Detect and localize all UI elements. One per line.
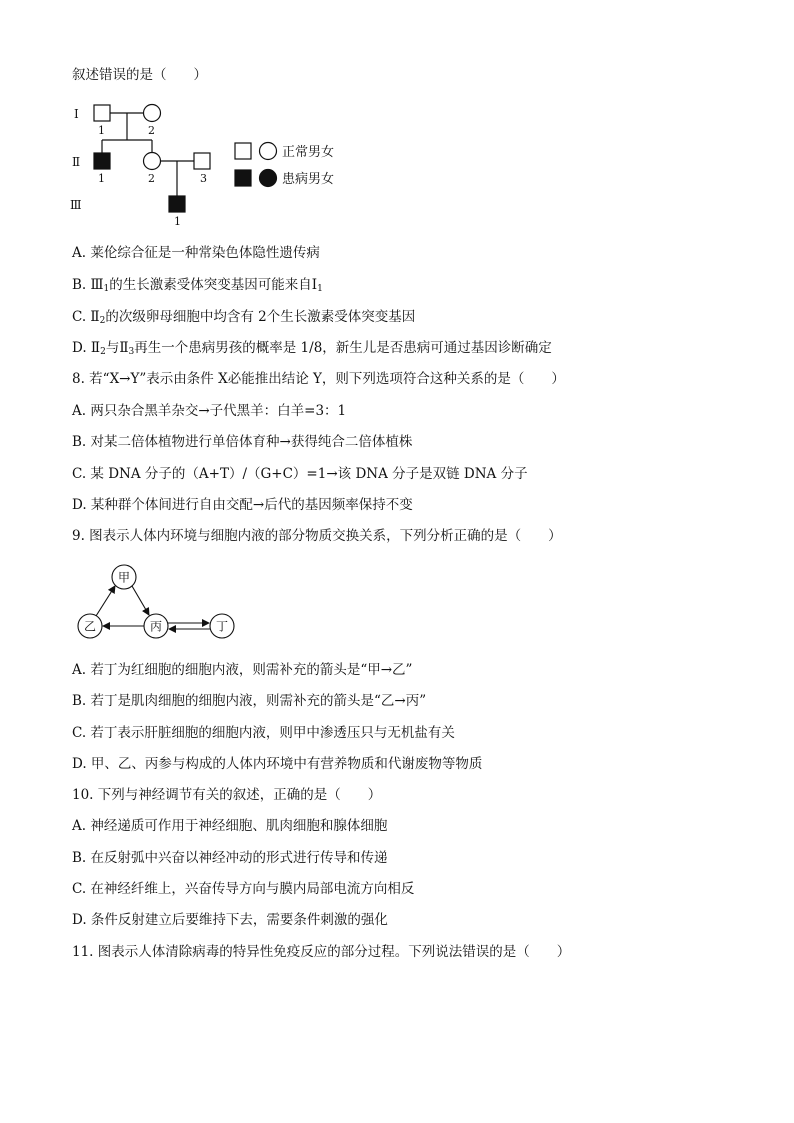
arrow-jia-to-bing [132, 586, 149, 615]
pedigree-II1-affected-male [94, 153, 110, 169]
pedigree-II2-normal-female [144, 153, 161, 170]
node-yi-label: 乙 [83, 619, 97, 634]
question-stem-intro: 叙述错误的是（ ） [72, 67, 207, 83]
arrow-yi-to-jia [96, 586, 115, 616]
q8-option-c: C. 某 DNA 分子的（A+T）/（G+C）=1→该 DNA 分子是双链 DNA 分子 [72, 466, 528, 482]
q8-option-a: A. 两只杂合黑羊杂交→子代黑羊：白羊=3：1 [72, 403, 347, 419]
label-I1: 1 [98, 124, 105, 137]
q9-option-b: B. 若丁是肌肉细胞的细胞内液，则需补充的箭头是“乙→丙” [72, 693, 427, 709]
generation-label-III: Ⅲ [70, 198, 82, 212]
generation-label-I: Ⅰ [74, 107, 79, 121]
node-bing-label: 丙 [149, 619, 163, 634]
node-jia-label: 甲 [117, 570, 131, 585]
q10-option-c: C. 在神经纤维上，兴奋传导方向与膜内局部电流方向相反 [72, 881, 415, 897]
q7-option-d: D. $Ⅱ_2$与$Ⅱ_3$再生一个患病男孩的概率是 1/8，新生儿是否患病可通过基因诊断确定 [72, 340, 552, 357]
q10-option-d: D. 条件反射建立后要维持下去，需要条件刺激的强化 [72, 912, 388, 928]
pedigree-chart [68, 96, 368, 230]
pedigree-I1-normal-male [94, 105, 110, 121]
fluid-exchange-diagram [70, 560, 250, 648]
legend-normal-label: 正常男女 [282, 145, 335, 160]
pedigree-I2-normal-female [144, 105, 161, 122]
q9-option-a: A. 若丁为红细胞的细胞内液，则需补充的箭头是“甲→乙” [72, 662, 413, 678]
pedigree-II3-normal-male [194, 153, 210, 169]
label-II2: 2 [148, 172, 155, 185]
q10-option-b: B. 在反射弧中兴奋以神经冲动的形式进行传导和传递 [72, 850, 388, 866]
q8-option-b: B. 对某二倍体植物进行单倍体育种→获得纯合二倍体植株 [72, 434, 413, 450]
q7-option-b: B. $Ⅲ_1$的生长激素受体突变基因可能来自$Ⅰ_1$ [72, 277, 323, 294]
q10-option-a: A. 神经递质可作用于神经细胞、肌肉细胞和腺体细胞 [72, 818, 388, 834]
label-I2: 2 [148, 124, 155, 137]
q8-option-d: D. 某种群个体间进行自由交配→后代的基因频率保持不变 [72, 497, 413, 513]
generation-label-II: Ⅱ [72, 155, 81, 169]
q10-stem: 10. 下列与神经调节有关的叙述，正确的是（ ） [72, 787, 382, 803]
q7-option-c: C. $Ⅱ_2$的次级卵母细胞中均含有 2个生长激素受体突变基因 [72, 309, 416, 326]
legend-normal-female-icon [260, 143, 277, 160]
q11-stem: 11. 图表示人体清除病毒的特异性免疫反应的部分过程。下列说法错误的是（ ） [72, 944, 571, 960]
legend-normal-male-icon [235, 143, 251, 159]
q8-stem: 8. 若“X→Y”表示由条件 X必能推出结论 Y，则下列选项符合这种关系的是（ ） [72, 371, 565, 387]
label-III1: 1 [174, 215, 181, 228]
legend-affected-label: 患病男女 [282, 172, 335, 187]
q9-option-d: D. 甲、乙、丙参与构成的人体内环境中有营养物质和代谢废物等物质 [72, 756, 483, 772]
pedigree-III1-affected-male [169, 196, 185, 212]
legend-affected-male-icon [235, 170, 251, 186]
label-II3: 3 [200, 172, 207, 185]
label-II1: 1 [98, 172, 105, 185]
node-ding-label: 丁 [215, 619, 229, 634]
q9-stem: 9. 图表示人体内环境与细胞内液的部分物质交换关系，下列分析正确的是（ ） [72, 528, 562, 544]
q9-option-c: C. 若丁表示肝脏细胞的细胞内液，则甲中渗透压只与无机盐有关 [72, 725, 455, 741]
legend-affected-female-icon [260, 170, 277, 187]
q7-option-a: A. 莱伦综合征是一种常染色体隐性遗传病 [72, 245, 320, 261]
